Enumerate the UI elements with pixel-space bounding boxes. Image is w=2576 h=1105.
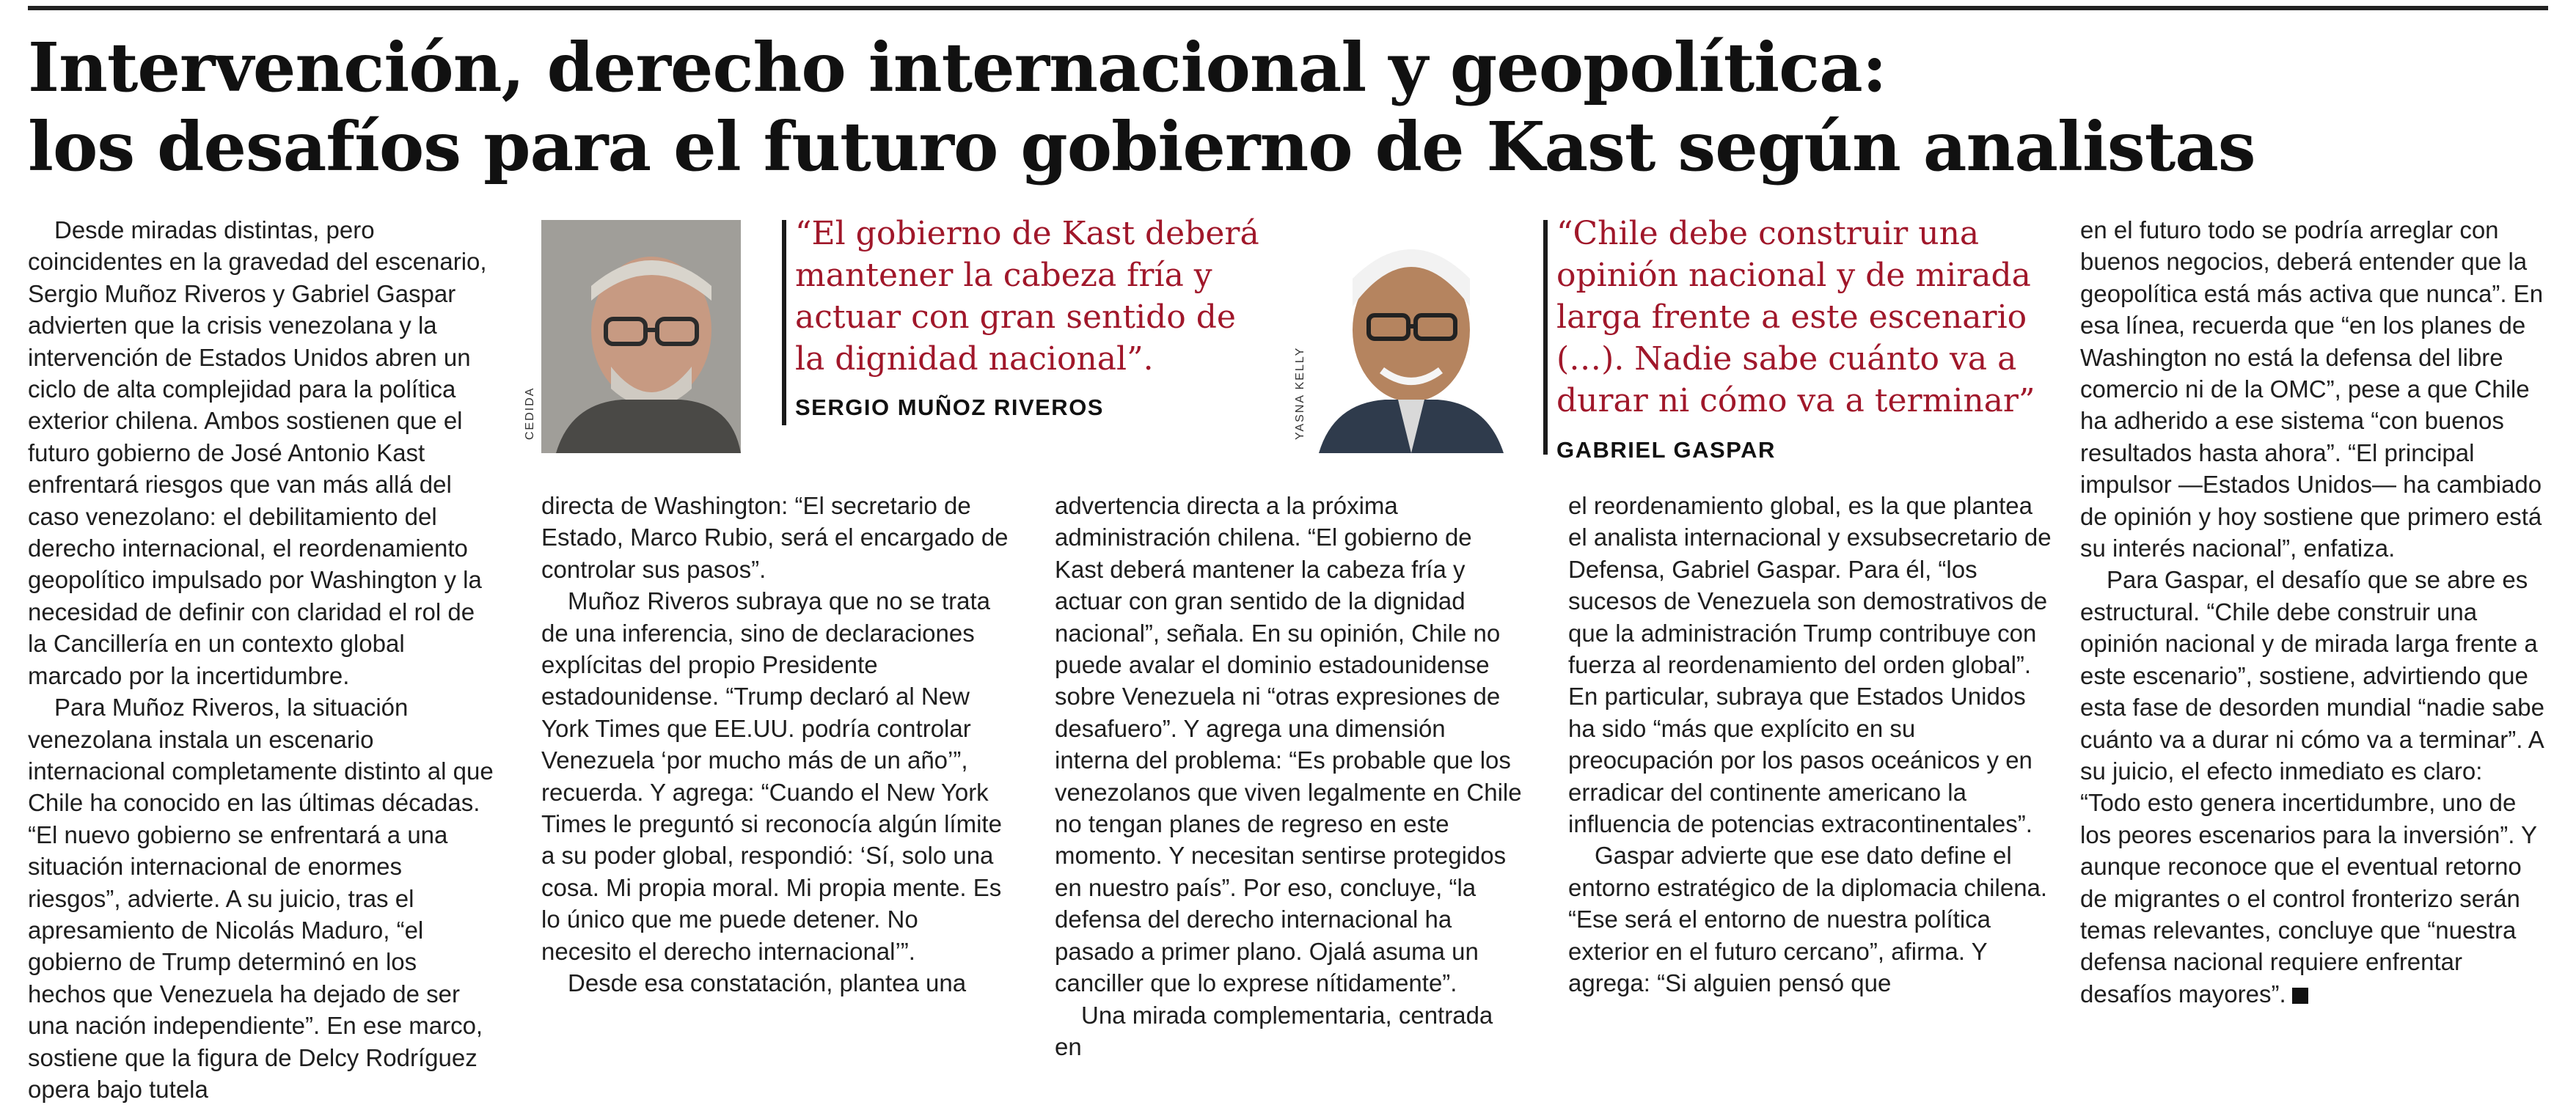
portrait-gabriel-gaspar <box>1311 220 1511 453</box>
paragraph: Una mirada complementaria, centrada en <box>1055 1001 1493 1060</box>
article-column-5 <box>2080 214 2550 1006</box>
quote-bar <box>782 220 786 425</box>
paragraph: Muñoz Riveros subraya que no se trata de una inferencia, sino de declaraciones explícitas del propio Presidente estadounidense. “Trump declaró al New York Times que EE.UU. podría controlar Venezuela ‘por mucho más de un año’”, recuerda. Y agrega: “Cuando el New York Times le preguntó si reconocía algún límite a su poder global, respondió: ‘Sí, solo una cosa. Mi propia moral. Mi propia mente. Es lo único que me puede detener. No necesito el derecho internacional’”. <box>541 587 1002 965</box>
headline-line-1: Intervención, derecho internacional y geopolítica: <box>28 28 1887 107</box>
pull-quote: “El gobierno de Kast deberá mantener la cabeza fría y actuar con gran sentido de la dignidad nacional”. <box>795 215 1259 378</box>
paragraph: Para Gaspar, el desafío que se abre es estructural. “Chile debe construir una opinión nacional y de mirada larga frente a este escenario”, sostiene, advirtiendo que esta fase de desorden mundial “nadie sabe cuánto va a durar ni cómo va a terminar”. A su juicio, el efecto inmediato es claro: “Todo esto genera incertidumbre, uno de los peores escenarios para la inversión”. Y aunque reconoce que el eventual retorno de migrantes o el control fronterizo serán temas relevantes, concluye que “nuestra defensa nacional requiere enfrentar desafíos mayores”. <box>2080 566 2544 1007</box>
paragraph: el reordenamiento global, es la que plantea el analista internacional y exsubsecretario de Defensa, Gabriel Gaspar. Para él, “los sucesos de Venezuela son demostrativos de que la administración Trump contribuye con fuerza al reordenamiento del orden global”. En particular, subraya que Estados Unidos ha sido “más que explícito en su preocupación por los pasos oceánicos y en erradicar del continente americano la influencia de potencias extracontinentales”. <box>1568 492 2052 838</box>
paragraph: Gaspar advierte que ese dato define el entorno estratégico de la diplomacia chilena. “Ese será el entorno de nuestra política exterior en el futuro cercano”, afirma. Y agrega: “Si alguien pensó que <box>1568 842 2048 997</box>
article-column-3 <box>1055 490 1524 1060</box>
quote-bar <box>1543 220 1548 455</box>
paragraph: Desde miradas distintas, pero coincidentes en la gravedad del escenario, Sergio Muñoz Riveros y Gabriel Gaspar advierten que la crisis venezolana y la intervención de Estados Unidos abren un ciclo de alta complejidad para la política exterior chilena. Ambos sostienen que el futuro gobierno de José Antonio Kast enfrentará riesgos que van más allá del caso venezolano: el debilitamiento del derecho internacional, el reordenamiento geopolítico impulsado por Washington y la necesidad de definir con claridad el rol de la Cancillería en un contexto global marcado por la incertidumbre. <box>28 216 487 689</box>
pull-quote: “Chile debe construir una opinión nacional y de mirada larga frente a este escenario (…). Nadie sabe cuánto va a durar ni cómo va a terminar” <box>1556 215 2035 419</box>
end-of-article-mark <box>2292 988 2308 1004</box>
headline-line-2: los desafíos para el futuro gobierno de Kast según analistas <box>28 107 2255 186</box>
paragraph: directa de Washington: “El secretario de Estado, Marco Rubio, será el encargado de controlar sus pasos”. <box>541 492 1009 583</box>
top-rule <box>28 6 2548 10</box>
article-column-4 <box>1568 490 2052 1006</box>
article-column-2 <box>541 490 1011 1006</box>
paragraph: Para Muñoz Riveros, la situación venezolana instala un escenario internacional completamente distinto al que Chile ha conocido en las últimas décadas. “El nuevo gobierno se enfrentará a una situación internacional de enormes riesgos”, advierte. A su juicio, tras el apresamiento de Nicolás Maduro, “el gobierno de Trump determinó en los hechos que Venezuela ha dejado de ser una nación independiente”. En ese marco, sostiene que la figura de Delcy Rodríguez opera bajo tutela <box>28 694 494 1103</box>
photo-credit: CEDIDA <box>524 386 536 440</box>
paragraph: Desde esa constatación, plantea una <box>568 969 967 997</box>
article-column-1 <box>28 214 497 1103</box>
headline <box>28 28 2551 186</box>
quote-attribution: GABRIEL GASPAR <box>1556 437 1776 463</box>
paragraph: en el futuro todo se podría arreglar con buenos negocios, deberá entender que la geopolítica está más activa que nunca”. En esa línea, recuerda que “en los planes de Washington no está la defensa del libre comercio ni de la OMC”, pese a que Chile ha adherido a ese sistema “con buenos resultados hasta ahora”. “El principal impulsor —Estados Unidos— ha cambiado de opinión y hoy sostiene que primero está su interés nacional”, enfatiza. <box>2080 216 2544 562</box>
photo-credit: YASNA KELLY <box>1294 346 1306 440</box>
quote-attribution: SERGIO MUÑOZ RIVEROS <box>795 394 1104 420</box>
portrait-sergio-munoz-riveros <box>541 220 741 453</box>
paragraph: advertencia directa a la próxima administración chilena. “El gobierno de Kast deberá mantener la cabeza fría y actuar con gran sentido de la dignidad nacional”, señala. En su opinión, Chile no puede avalar el dominio estadounidense sobre Venezuela ni “otras expresiones de desafuero”. Y agrega una dimensión interna del problema: “Es probable que los venezolanos que viven legalmente en Chile no tengan planes de regreso en este momento. Y necesitan sentirse protegidos en nuestro país”. Por eso, concluye, “la defensa del derecho internacional ha pasado a primer plano. Ojalá asuma un canciller que lo exprese nítidamente”. <box>1055 492 1522 997</box>
